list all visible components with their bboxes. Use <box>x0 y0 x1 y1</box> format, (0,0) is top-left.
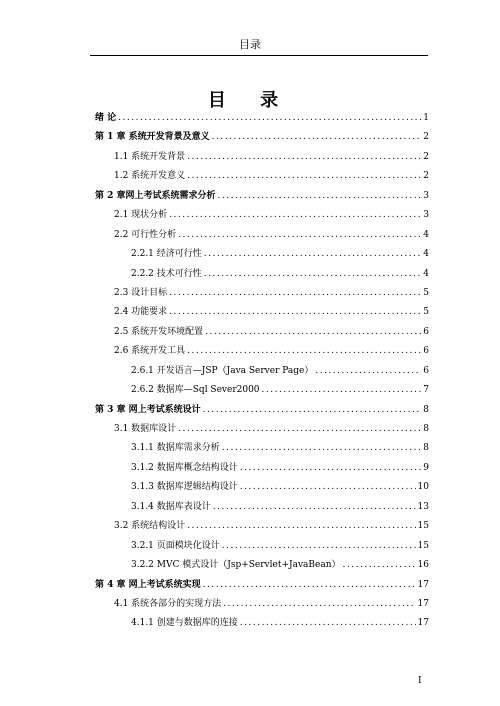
toc-entry-page: 2 <box>423 151 429 162</box>
toc-entry[interactable] <box>95 167 429 186</box>
dot-leader <box>204 265 421 284</box>
dot-leader <box>240 614 416 633</box>
dot-leader <box>223 595 415 614</box>
toc-entry[interactable] <box>95 226 429 245</box>
dot-leader <box>240 459 421 478</box>
toc-entry[interactable] <box>95 498 429 517</box>
toc-entry[interactable] <box>95 614 429 633</box>
toc-entry[interactable] <box>95 362 429 381</box>
toc-entry-label: 3.1.4 数据库表设计 <box>131 501 211 512</box>
dot-leader <box>212 128 421 147</box>
toc-entry[interactable] <box>95 576 429 595</box>
toc-entry-label: 1.1 系统开发背景 <box>114 151 186 162</box>
toc-entry-label: 1.2 系统开发意义 <box>114 171 186 182</box>
toc-entry-page: 8 <box>423 404 429 415</box>
dot-leader <box>222 439 421 458</box>
dot-leader <box>204 245 421 264</box>
toc-entry-page: 5 <box>423 307 429 318</box>
toc-entry-page: 2 <box>423 171 429 182</box>
toc-entry[interactable] <box>95 556 429 575</box>
dot-leader <box>169 284 421 303</box>
dot-leader <box>203 576 416 595</box>
toc-entry[interactable] <box>95 401 429 420</box>
dot-leader <box>222 537 416 556</box>
toc-entry-page: 13 <box>417 501 429 512</box>
toc-entry-label: 2.5 系统开发环境配置 <box>114 326 204 337</box>
toc-entry[interactable] <box>95 381 429 400</box>
toc-entry-page: 3 <box>423 210 429 221</box>
toc-entry-label: 2.3 设计目标 <box>114 287 168 298</box>
toc-entry-label: 2.2 可行性分析 <box>114 229 177 240</box>
toc-entry[interactable] <box>95 187 429 206</box>
toc-entry-label: 绪 论 <box>95 113 117 123</box>
toc-entry[interactable] <box>95 420 429 439</box>
page-number: I <box>418 676 422 686</box>
toc-entry-label: 3.1 数据库设计 <box>114 424 177 434</box>
toc-entry[interactable] <box>95 303 429 322</box>
toc-entry[interactable] <box>95 109 429 128</box>
toc-entry[interactable] <box>95 265 429 284</box>
toc-entry[interactable] <box>95 595 429 614</box>
toc-entry-label: 第 1 章 系统开发背景及意义 <box>95 132 210 143</box>
toc-entry-label: 2.1 现状分析 <box>114 210 168 221</box>
toc-entry-page: 4 <box>423 249 429 260</box>
dot-leader <box>169 303 421 322</box>
toc-entry-page: 9 <box>423 462 429 473</box>
toc-entry-label: 第 4 章 网上考试系统实现 <box>95 579 201 590</box>
toc-entry-label: 2.2.2 技术可行性 <box>131 268 202 279</box>
toc-entry-page: 15 <box>417 540 429 551</box>
toc-entry-page: 10 <box>417 482 429 493</box>
dot-leader <box>213 498 416 517</box>
dot-leader <box>203 401 421 420</box>
toc-entry[interactable] <box>95 245 429 264</box>
toc-entry-page: 4 <box>423 268 429 279</box>
toc-entry-page: 17 <box>417 598 429 609</box>
dot-leader <box>315 362 421 381</box>
toc-entry-label: 2.6.1 开发语言—JSP（Java Server Page） <box>131 365 314 376</box>
dot-leader <box>187 342 421 361</box>
toc-entry-page: 6 <box>423 346 429 357</box>
toc-entry-label: 3.1.2 数据库概念结构设计 <box>131 462 238 473</box>
dot-leader <box>178 420 421 439</box>
toc-entry-label: 2.6 系统开发工具 <box>114 346 186 357</box>
table-of-contents <box>95 109 429 634</box>
dot-leader <box>262 381 421 400</box>
toc-entry[interactable] <box>95 478 429 497</box>
page-header: 目录 <box>239 38 261 51</box>
dot-leader <box>169 206 421 225</box>
dot-leader <box>205 323 421 342</box>
toc-entry-label: 2.2.1 经济可行性 <box>131 249 202 260</box>
toc-entry-page: 3 <box>423 190 429 201</box>
dot-leader <box>187 167 421 186</box>
toc-entry-page: 1 <box>423 113 429 123</box>
toc-entry[interactable] <box>95 206 429 225</box>
toc-entry-page: 5 <box>423 287 429 298</box>
toc-entry-label: 2.6.2 数据库—Sql Sever2000 <box>131 385 260 396</box>
dot-leader <box>343 556 416 575</box>
dot-leader <box>240 478 416 497</box>
dot-leader <box>118 109 421 128</box>
toc-entry-label: 3.1.3 数据库逻辑结构设计 <box>131 482 238 493</box>
toc-entry-page: 2 <box>423 132 429 143</box>
toc-entry[interactable] <box>95 537 429 556</box>
toc-entry-page: 16 <box>417 560 429 571</box>
toc-entry[interactable] <box>95 459 429 478</box>
toc-entry-page: 15 <box>417 521 429 532</box>
toc-entry-label: 第 2 章网上考试系统需求分析 <box>95 190 216 201</box>
toc-entry-page: 6 <box>423 365 429 376</box>
toc-entry[interactable] <box>95 517 429 536</box>
toc-entry-page: 8 <box>423 424 429 434</box>
toc-entry[interactable] <box>95 439 429 458</box>
page-title: 目 录 <box>207 90 293 111</box>
dot-leader <box>178 226 421 245</box>
dot-leader <box>187 148 421 167</box>
dot-leader <box>218 187 421 206</box>
toc-entry-label: 3.2.2 MVC 模式设计（Jsp+Servlet+JavaBean） <box>131 560 341 571</box>
toc-entry-label: 3.2.1 页面模块化设计 <box>131 540 220 551</box>
toc-entry-page: 7 <box>423 385 429 396</box>
toc-entry-label: 3.2 系统结构设计 <box>114 521 186 532</box>
toc-entry[interactable] <box>95 148 429 167</box>
toc-entry-label: 第 3 章 网上考试系统设计 <box>95 404 201 415</box>
toc-entry[interactable] <box>95 128 429 147</box>
toc-entry-page: 8 <box>423 443 429 454</box>
header-divider <box>90 55 428 56</box>
toc-entry[interactable] <box>95 284 429 303</box>
toc-entry-label: 4.1.1 创建与数据库的连接 <box>131 618 238 629</box>
toc-entry-page: 6 <box>423 326 429 337</box>
dot-leader <box>187 517 415 536</box>
toc-entry-page: 17 <box>417 579 429 590</box>
toc-entry-label: 3.1.1 数据库需求分析 <box>131 443 220 454</box>
toc-entry-label: 2.4 功能要求 <box>114 307 168 318</box>
toc-entry-label: 4.1 系统各部分的实现方法 <box>114 598 222 609</box>
toc-entry-page: 17 <box>417 618 429 629</box>
toc-entry[interactable] <box>95 323 429 342</box>
toc-entry[interactable] <box>95 342 429 361</box>
toc-entry-page: 4 <box>423 229 429 240</box>
